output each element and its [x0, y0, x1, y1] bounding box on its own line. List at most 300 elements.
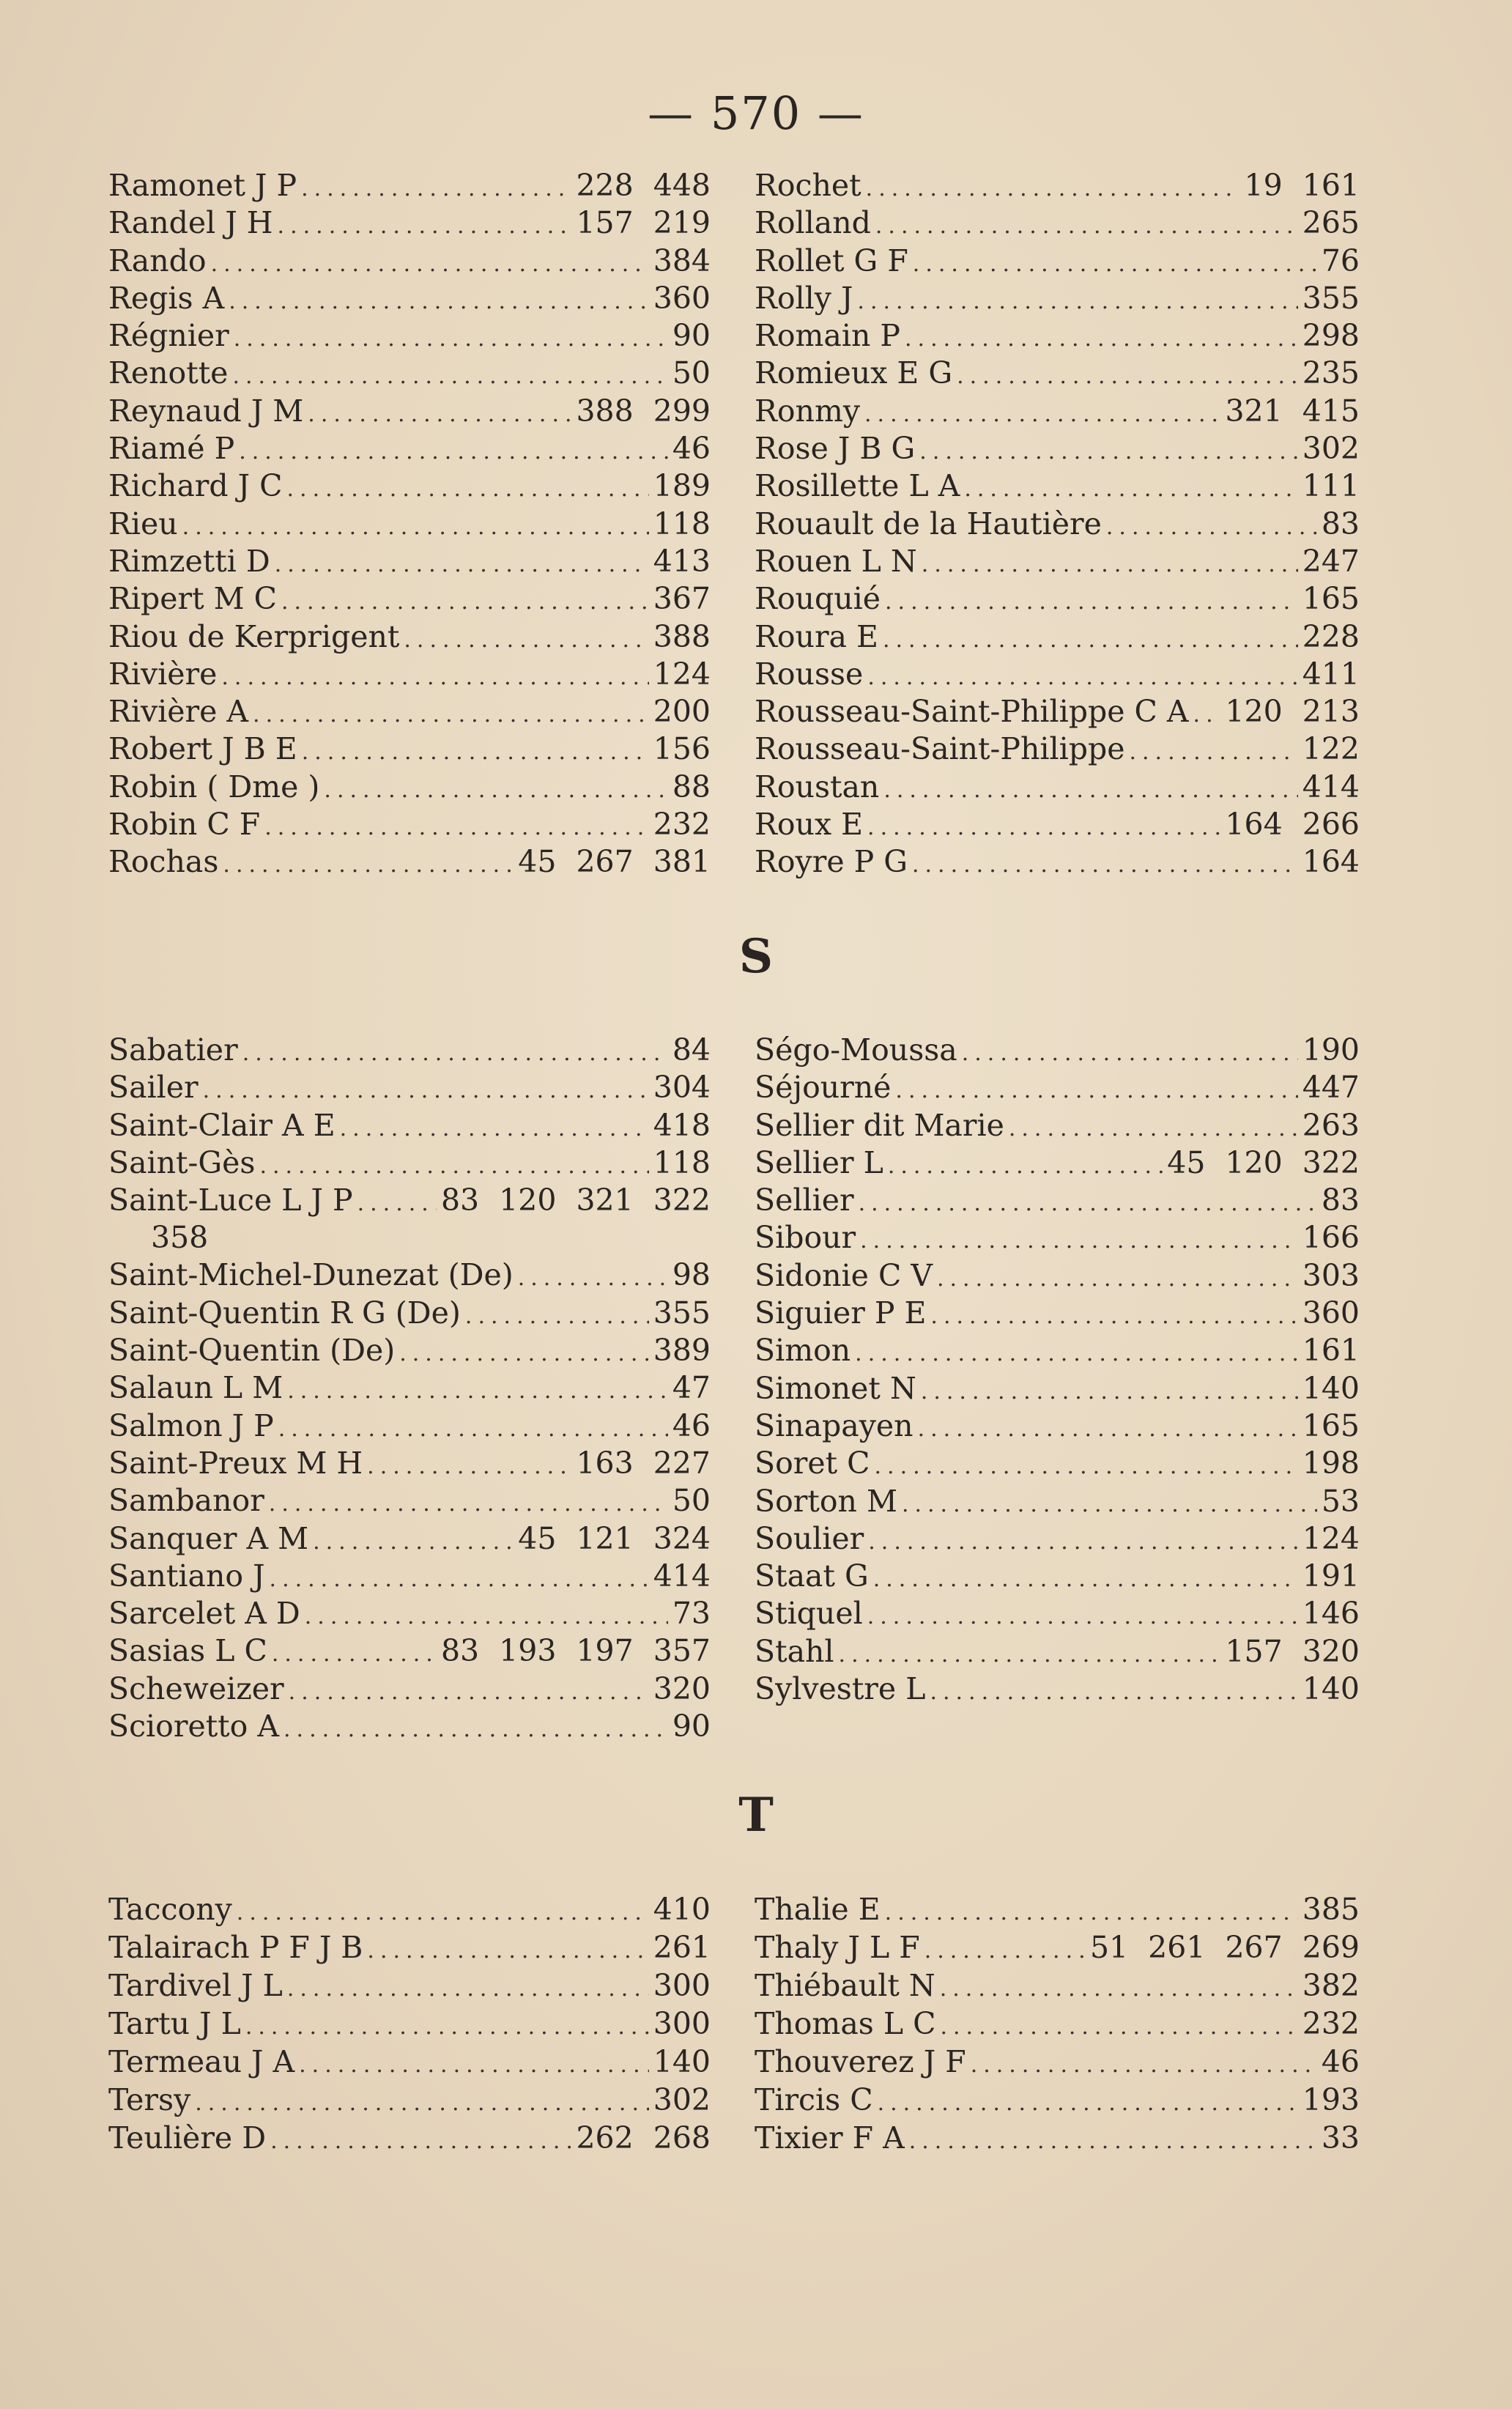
entry-name: Rolland — [755, 205, 871, 241]
index-entry — [108, 506, 711, 543]
entry-pages: 124 — [1302, 1520, 1360, 1556]
entry-pages: 262 268 — [576, 2120, 711, 2155]
index-entry — [755, 1219, 1360, 1257]
dot-leader — [287, 1372, 668, 1407]
dot-leader — [875, 1448, 1298, 1482]
entry-name: Rosillette L A — [755, 468, 960, 504]
index-entry — [755, 1483, 1360, 1520]
entry-name: Soulier — [755, 1520, 864, 1556]
entry-name: Teulière D — [108, 2120, 267, 2155]
dot-leader — [367, 1932, 648, 1966]
entry-name: Tersy — [108, 2082, 191, 2117]
dot-leader — [313, 1523, 514, 1558]
entry-pages: 385 — [1302, 1892, 1360, 1927]
dot-leader — [259, 1147, 648, 1182]
entry-pages: 300 — [653, 1968, 711, 2003]
dot-leader — [242, 1035, 668, 1069]
entry-pages: 263 — [1302, 1107, 1360, 1143]
entry-pages: 140 — [1302, 1370, 1360, 1406]
entry-name: Saint-Quentin (De) — [108, 1333, 396, 1369]
entry-name: Rousse — [755, 656, 864, 692]
entry-name: Robert J B E — [108, 731, 297, 767]
entry-name: Stahl — [755, 1633, 834, 1669]
entry-pages: 232 — [1302, 2006, 1360, 2041]
entry-pages: 46 — [672, 1407, 711, 1443]
index-entry — [108, 317, 711, 355]
dot-leader — [221, 659, 648, 693]
dot-leader — [888, 1147, 1163, 1182]
entry-name: Sellier dit Marie — [755, 1107, 1004, 1143]
index-entry — [755, 1182, 1360, 1219]
index-entry — [755, 167, 1360, 204]
entry-pages: 304 — [653, 1070, 711, 1106]
index-entry — [755, 1520, 1360, 1558]
entry-name: Rollet G F — [755, 243, 908, 278]
dot-leader — [287, 470, 649, 505]
entry-pages: 360 — [653, 280, 711, 316]
entry-name: Saint-Luce L J P — [108, 1183, 353, 1218]
entry-name: Richard J C — [108, 468, 283, 504]
dot-leader — [913, 245, 1317, 280]
index-entry — [108, 393, 711, 430]
section-r — [108, 167, 1360, 881]
entry-name: Sibour — [755, 1220, 856, 1256]
entry-pages: 418 — [653, 1107, 711, 1143]
index-entry — [108, 843, 711, 881]
entry-pages: 165 — [1302, 581, 1360, 617]
entry-name: Royre P G — [755, 844, 908, 880]
dot-leader — [367, 1448, 571, 1482]
entry-pages: 88 — [672, 769, 711, 804]
dot-leader — [211, 245, 649, 280]
index-entry — [108, 2043, 711, 2081]
entry-pages: 84 — [672, 1032, 711, 1067]
dot-leader — [281, 583, 649, 618]
dot-leader — [868, 1523, 1297, 1558]
dot-leader — [284, 1711, 668, 1745]
dot-leader — [940, 1970, 1298, 2005]
dot-leader — [883, 621, 1298, 656]
entry-name: Rivière A — [108, 694, 249, 730]
entry-pages: 265 — [1302, 205, 1360, 241]
entry-pages: 163 227 — [576, 1445, 711, 1481]
index-entry — [755, 843, 1360, 881]
entry-name: Regis A — [108, 280, 225, 316]
entry-name: Taccony — [108, 1892, 232, 1927]
entry-pages: 76 — [1321, 243, 1360, 278]
entry-name: Soret C — [755, 1446, 870, 1481]
entry-pages: 165 — [1302, 1407, 1360, 1443]
dot-leader — [902, 1486, 1317, 1520]
entry-name: Scheweizer — [108, 1670, 284, 1706]
entry-pages: 382 — [1302, 1968, 1360, 2003]
dot-leader — [195, 2084, 649, 2119]
dot-leader — [275, 546, 649, 580]
index-entry — [108, 1890, 711, 1928]
entry-name: Sylvestre L — [755, 1671, 926, 1707]
entry-name: Séjourné — [755, 1070, 892, 1106]
entry-pages: 189 — [653, 468, 711, 504]
index-entry — [108, 1966, 711, 2005]
entry-name: Tardivel J L — [108, 1968, 283, 2003]
index-entry — [755, 204, 1360, 242]
dot-leader — [229, 283, 649, 317]
entry-name: Rousseau-Saint-Philippe — [755, 731, 1125, 767]
index-entry — [108, 355, 711, 392]
entry-name: Scioretto A — [108, 1709, 279, 1744]
entry-name: Saint-Gès — [108, 1144, 256, 1180]
dot-leader — [940, 2008, 1297, 2043]
index-entry — [108, 1445, 711, 1482]
dot-leader — [883, 771, 1297, 806]
index-entry — [755, 580, 1360, 618]
entry-name: Rouen L N — [755, 543, 917, 579]
entry-name: Rando — [108, 243, 207, 278]
entry-name: Tixier F A — [755, 2120, 905, 2155]
index-entry — [108, 693, 711, 730]
entry-name: Thaly J L F — [755, 1930, 920, 1965]
dot-leader — [857, 283, 1297, 317]
index-entry — [755, 806, 1360, 843]
entry-name: Stiquel — [755, 1596, 863, 1632]
dot-leader — [357, 1185, 437, 1219]
entry-pages: 232 — [653, 807, 711, 843]
dot-leader — [957, 358, 1298, 392]
entry-name: Saint-Quentin R G (De) — [108, 1295, 461, 1331]
entry-name: Santiano J — [108, 1558, 265, 1594]
dot-leader — [1106, 508, 1317, 543]
entry-name: Sorton M — [755, 1483, 897, 1519]
entry-pages: 73 — [672, 1596, 711, 1632]
entry-name: Régnier — [108, 318, 229, 354]
index-entry — [755, 243, 1360, 280]
dot-leader — [203, 1072, 649, 1106]
dot-leader — [1129, 733, 1297, 768]
entry-pages: 45 120 322 — [1167, 1144, 1360, 1180]
entry-pages: 166 — [1302, 1220, 1360, 1256]
entry-pages: 118 — [653, 1144, 711, 1180]
index-entry — [755, 1032, 1360, 1069]
entry-name: Staat G — [755, 1558, 869, 1594]
entry-pages: 388 — [653, 618, 711, 654]
dot-leader — [867, 659, 1297, 693]
entry-pages: 367 — [653, 581, 711, 617]
index-entry — [755, 1558, 1360, 1595]
entry-pages: 261 — [653, 1930, 711, 1965]
dot-leader — [305, 1598, 668, 1632]
entry-name: Sasias L C — [108, 1633, 267, 1669]
entry-name: Thiébault N — [755, 1968, 935, 2003]
entry-pages: 118 — [653, 506, 711, 541]
index-entry — [108, 1032, 711, 1069]
entry-name: Sellier L — [755, 1144, 883, 1180]
section-letter-t: T — [738, 1788, 774, 1843]
section-t-left-column — [108, 1890, 711, 2157]
dot-leader — [272, 1635, 437, 1670]
index-entry — [108, 1369, 711, 1407]
index-entry — [108, 1708, 711, 1745]
entry-pages: 156 — [653, 731, 711, 767]
entry-name: Riou de Kerprigent — [108, 618, 400, 654]
index-entry — [755, 393, 1360, 430]
dot-leader — [278, 1410, 668, 1445]
dot-leader — [465, 1298, 649, 1332]
dot-leader — [324, 771, 667, 806]
entry-pages: 414 — [653, 1558, 711, 1594]
index-entry — [755, 467, 1360, 505]
section-s — [108, 1032, 1360, 1745]
index-entry — [755, 506, 1360, 543]
entry-name: Roura E — [755, 618, 878, 654]
section-r-right-column — [755, 167, 1360, 881]
entry-pages: 414 — [1302, 769, 1360, 804]
dot-leader — [919, 433, 1297, 467]
entry-name: Simonet N — [755, 1370, 916, 1406]
entry-pages: 389 — [653, 1333, 711, 1369]
dot-leader — [518, 1259, 668, 1294]
dot-leader — [930, 1298, 1297, 1332]
index-entry — [108, 1144, 711, 1182]
dot-leader — [232, 358, 667, 392]
index-entry — [755, 1370, 1360, 1407]
index-entry — [108, 1069, 711, 1106]
entry-pages: 320 — [653, 1670, 711, 1706]
dot-leader — [971, 2046, 1317, 2081]
dot-leader — [264, 809, 649, 843]
index-entry — [108, 580, 711, 618]
section-t — [108, 1890, 1360, 2157]
index-entry — [755, 1595, 1360, 1632]
entry-name: Sanquer A M — [108, 1520, 309, 1556]
entry-name: Rochet — [755, 168, 861, 203]
entry-pages: 90 — [672, 1709, 711, 1744]
index-entry — [755, 1332, 1360, 1369]
index-entry — [108, 243, 711, 280]
entry-pages: 140 — [1302, 1671, 1360, 1707]
index-entry — [108, 1558, 711, 1595]
entry-name: Roustan — [755, 769, 880, 804]
page-number: — 570 — — [648, 86, 864, 140]
entry-name: Rose J B G — [755, 431, 916, 467]
index-entry — [755, 2119, 1360, 2157]
index-entry — [755, 1966, 1360, 2005]
index-entry — [108, 1520, 711, 1558]
entry-name: Salmon J P — [108, 1407, 274, 1443]
index-entry — [755, 769, 1360, 806]
entry-pages: 111 — [1302, 468, 1360, 504]
entry-name: Rousseau-Saint-Philippe C A — [755, 694, 1189, 730]
index-entry — [755, 1069, 1360, 1106]
entry-pages: 83 193 197 357 — [440, 1633, 711, 1669]
entry-name: Rolly J — [755, 280, 853, 316]
entry-name: Tircis C — [755, 2082, 873, 2117]
dot-leader — [399, 1335, 649, 1369]
dot-leader — [962, 1035, 1298, 1069]
entry-name: Simon — [755, 1333, 851, 1369]
index-entry — [755, 1445, 1360, 1482]
dot-leader — [873, 1561, 1298, 1595]
entry-pages: 157 219 — [576, 205, 711, 241]
entry-name: Ripert M C — [108, 581, 277, 617]
dot-leader — [301, 170, 571, 204]
entry-pages: 122 — [1302, 731, 1360, 767]
entry-pages: 33 — [1321, 2120, 1360, 2155]
index-entry — [755, 656, 1360, 693]
entry-name: Renotte — [108, 355, 229, 391]
index-entry — [755, 730, 1360, 768]
index-entry — [755, 1633, 1360, 1670]
index-entry — [755, 1107, 1360, 1144]
index-entry — [108, 2119, 711, 2157]
dot-leader — [278, 207, 572, 242]
dot-leader — [885, 1894, 1298, 1928]
entry-name: Ramonet J P — [108, 168, 297, 203]
entry-name: Robin ( Dme ) — [108, 769, 320, 804]
index-entry — [755, 1407, 1360, 1445]
entry-pages: 157 320 — [1225, 1633, 1360, 1669]
entry-name: Roux E — [755, 807, 864, 843]
index-entry — [108, 618, 711, 656]
entry-name: Randel J H — [108, 205, 273, 241]
entry-name: Sarcelet A D — [108, 1596, 300, 1632]
entry-name: Thalie E — [755, 1892, 881, 1927]
entry-pages: 193 — [1302, 2082, 1360, 2117]
entry-pages: 45 267 381 — [518, 844, 711, 880]
index-entry — [108, 656, 711, 693]
entry-pages: 360 — [1302, 1295, 1360, 1331]
index-entry — [108, 280, 711, 317]
entry-name: Ronmy — [755, 393, 861, 429]
dot-leader — [269, 1485, 668, 1520]
index-entry — [108, 167, 711, 204]
entry-pages: 90 — [672, 318, 711, 354]
index-entry — [108, 1928, 711, 1966]
dot-leader — [912, 846, 1298, 881]
index-entry — [108, 1595, 711, 1632]
dot-leader — [909, 2123, 1317, 2157]
entry-pages: 228 — [1302, 618, 1360, 654]
entry-pages: 164 266 — [1225, 807, 1360, 843]
dot-leader — [867, 1598, 1298, 1632]
section-t-right-column — [755, 1890, 1360, 2157]
entry-name: Rieu — [108, 506, 178, 541]
index-entry — [108, 806, 711, 843]
dot-leader — [270, 1561, 649, 1595]
entry-pages: 51 261 267 269 — [1089, 1930, 1360, 1965]
dot-leader — [922, 546, 1298, 580]
entry-name: Talairach P F J B — [108, 1930, 363, 1965]
entry-pages: 355 — [1302, 280, 1360, 316]
entry-name: Thomas L C — [755, 2006, 936, 2041]
index-entry — [755, 693, 1360, 730]
entry-name: Termeau J A — [108, 2044, 295, 2079]
entry-pages: 46 — [672, 431, 711, 467]
index-entry — [755, 543, 1360, 580]
entry-pages: 228 448 — [576, 168, 711, 203]
entry-pages: 200 — [653, 694, 711, 730]
entry-pages: 161 — [1302, 1333, 1360, 1369]
entry-pages: 98 — [672, 1257, 711, 1293]
entry-name: Sellier — [755, 1183, 854, 1218]
dot-leader — [905, 320, 1298, 355]
section-s-left-column — [108, 1032, 711, 1745]
entry-name: Siguier P E — [755, 1295, 927, 1331]
dot-leader — [270, 2123, 571, 2157]
dot-leader — [340, 1110, 649, 1144]
entry-name: Saint-Michel-Dunezat (De) — [108, 1257, 514, 1293]
entry-name: Robin C F — [108, 807, 261, 843]
index-entry — [108, 1632, 711, 1670]
index-entry — [108, 1295, 711, 1332]
index-entry — [108, 769, 711, 806]
index-entry — [108, 543, 711, 580]
dot-leader — [895, 1072, 1297, 1106]
index-entry — [108, 1182, 711, 1219]
entry-pages: 355 — [653, 1295, 711, 1331]
index-entry — [755, 618, 1360, 656]
index-entry — [108, 467, 711, 505]
entry-pages: 303 — [1302, 1257, 1360, 1293]
index-entry — [755, 1257, 1360, 1295]
index-entry — [108, 1107, 711, 1144]
dot-leader — [223, 846, 514, 881]
dot-leader — [937, 1260, 1298, 1295]
index-entry — [108, 1257, 711, 1294]
dot-leader — [287, 1970, 649, 2005]
index-entry — [755, 2081, 1360, 2119]
dot-leader — [864, 396, 1220, 430]
dot-leader — [1193, 696, 1221, 730]
entry-pages: 83 — [1321, 506, 1360, 541]
index-entry — [755, 1295, 1360, 1332]
index-entry — [755, 2005, 1360, 2043]
entry-pages: 247 — [1302, 543, 1360, 579]
dot-leader — [860, 1222, 1298, 1257]
index-entry — [755, 1670, 1360, 1708]
dot-leader — [930, 1673, 1297, 1708]
index-entry — [755, 280, 1360, 317]
entry-pages: 146 — [1302, 1596, 1360, 1632]
entry-name: Saint-Clair A E — [108, 1107, 336, 1143]
dot-leader — [245, 2008, 649, 2043]
section-letter-s: S — [738, 929, 774, 984]
dot-leader — [308, 396, 571, 430]
entry-pages: 302 — [653, 2082, 711, 2117]
index-entry — [108, 204, 711, 242]
entry-pages: 321 415 — [1225, 393, 1360, 429]
entry-name: Ségo-Moussa — [755, 1032, 957, 1067]
entry-pages: 50 — [672, 355, 711, 391]
dot-leader — [237, 1894, 649, 1928]
section-r-left-column — [108, 167, 711, 881]
index-entry — [108, 430, 711, 467]
entry-name: Sidonie C V — [755, 1257, 933, 1293]
entry-name: Reynaud J M — [108, 393, 304, 429]
index-entry — [755, 1890, 1360, 1928]
dot-leader — [404, 621, 648, 656]
dot-leader — [1009, 1110, 1298, 1144]
entry-pages: 53 — [1321, 1483, 1360, 1519]
index-entry — [755, 1144, 1360, 1182]
entry-name: Riamé P — [108, 431, 235, 467]
entry-pages: 235 — [1302, 355, 1360, 391]
dot-leader — [299, 2046, 649, 2081]
index-entry — [108, 1482, 711, 1520]
entry-name: Rochas — [108, 844, 219, 880]
dot-leader — [918, 1410, 1298, 1445]
entry-name: Salaun L M — [108, 1370, 284, 1406]
dot-leader — [875, 207, 1298, 242]
